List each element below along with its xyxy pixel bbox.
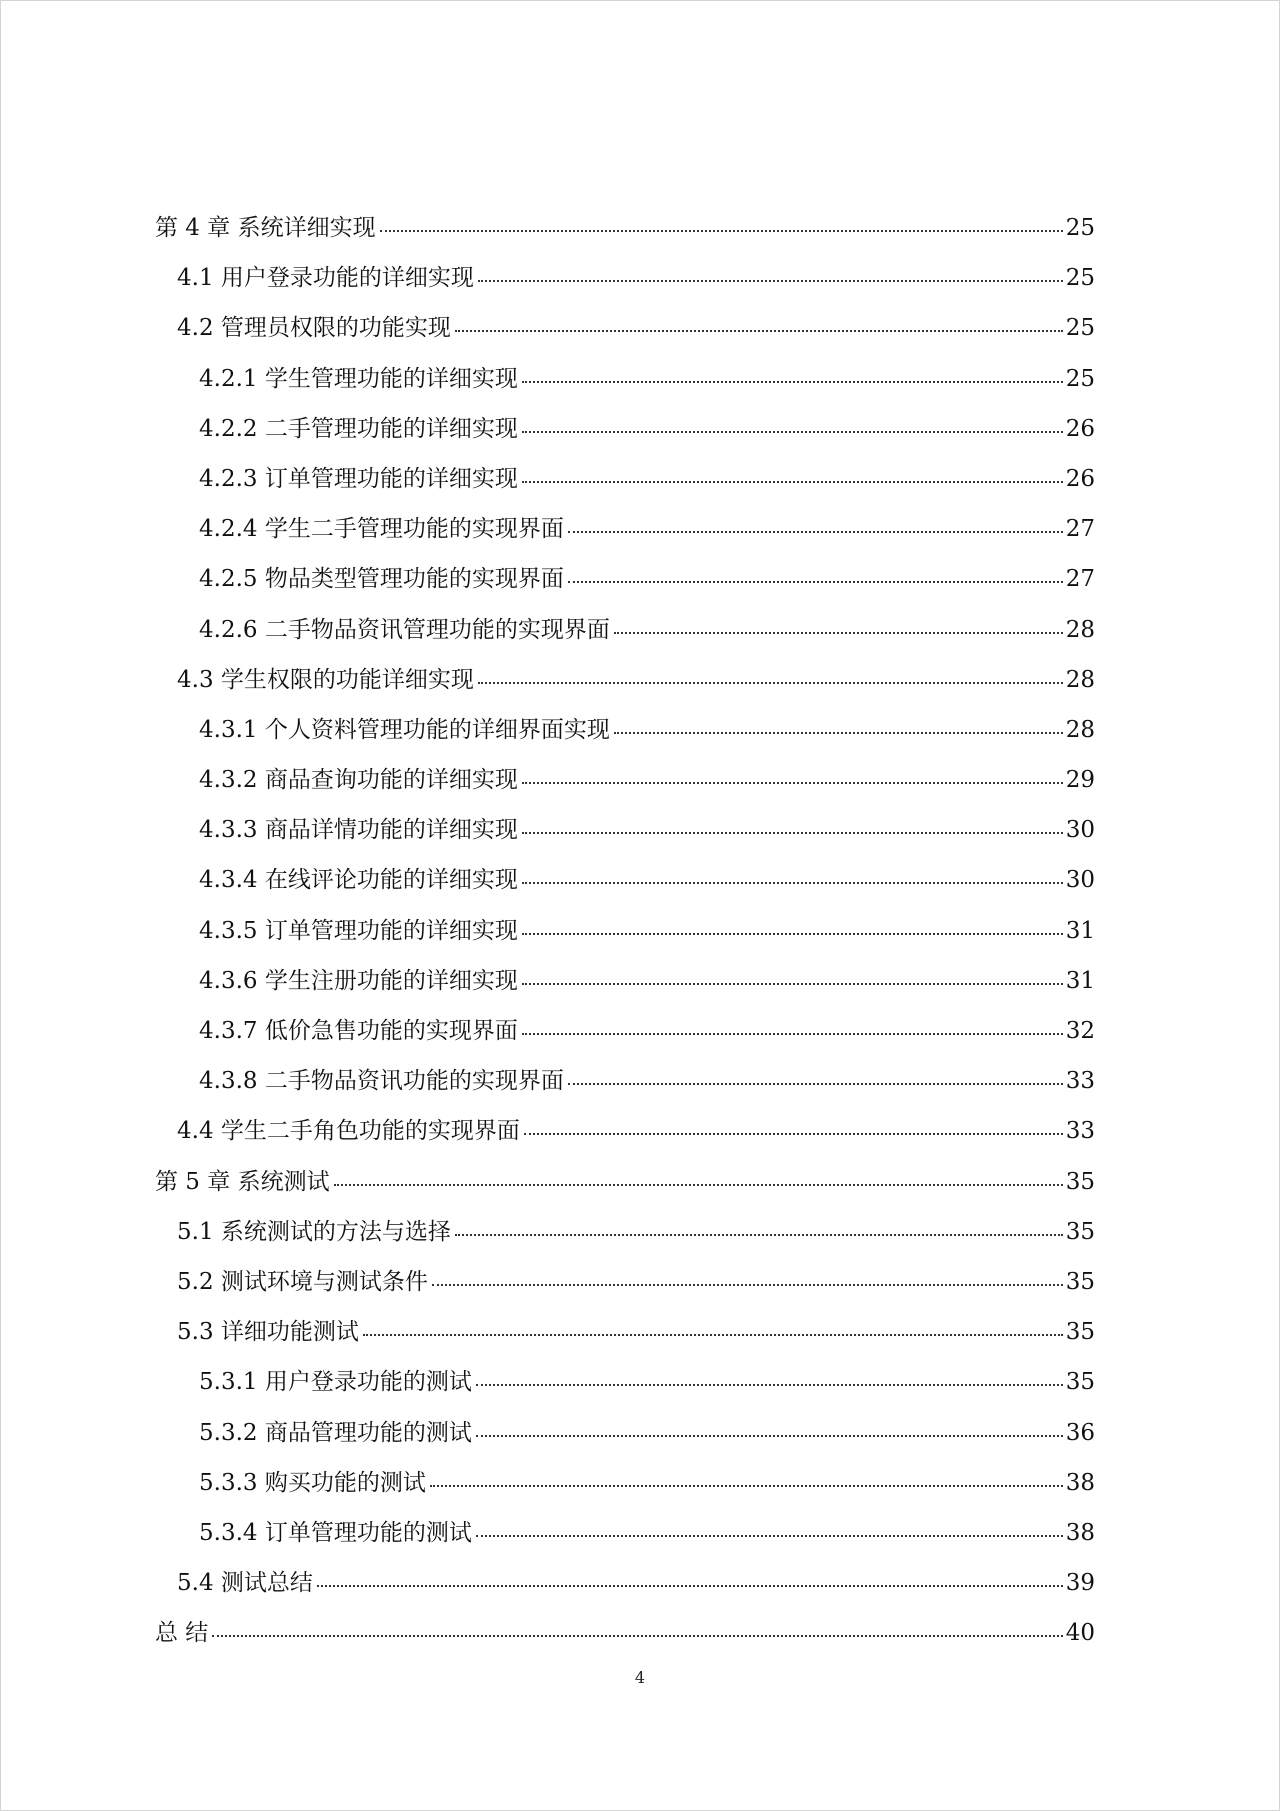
toc-entry[interactable] (155, 861, 1095, 911)
toc-entry-title: 4.3.2 商品查询功能的详细实现 (199, 767, 518, 794)
toc-entry-title: 4.2 管理员权限的功能实现 (177, 315, 451, 342)
toc-dot-leader (476, 1535, 1063, 1537)
toc-dot-leader (455, 330, 1063, 332)
toc-entry[interactable] (155, 711, 1095, 761)
toc-dot-leader (432, 1284, 1063, 1286)
toc-entry-title: 4.2.6 二手物品资讯管理功能的实现界面 (199, 616, 610, 643)
toc-entry-page: 30 (1065, 867, 1095, 894)
toc-dot-leader (476, 1435, 1063, 1437)
toc-entry[interactable] (155, 1363, 1095, 1413)
toc-dot-leader (522, 481, 1063, 483)
toc-entry-title: 5.3.1 用户登录功能的测试 (199, 1369, 472, 1396)
toc-entry-title: 4.2.2 二手管理功能的详细实现 (199, 415, 518, 442)
toc-entry-title: 4.3.7 低价急售功能的实现界面 (199, 1018, 518, 1044)
toc-dot-leader (614, 632, 1063, 634)
toc-entry-page: 35 (1065, 1268, 1095, 1295)
toc-entry[interactable] (155, 1514, 1095, 1564)
toc-entry-page: 40 (1065, 1620, 1095, 1647)
toc-entry-page: 28 (1065, 716, 1095, 743)
toc-entry-page: 35 (1065, 1319, 1095, 1346)
toc-entry-title: 总 结 (155, 1620, 209, 1647)
toc-dot-leader (522, 832, 1063, 834)
toc-entry-title: 4.3.1 个人资料管理功能的详细界面实现 (199, 716, 610, 743)
toc-entry-title: 4.2.5 物品类型管理功能的实现界面 (199, 566, 564, 593)
table-of-contents (155, 209, 1095, 1664)
toc-entry[interactable] (155, 811, 1095, 861)
toc-entry[interactable] (155, 912, 1095, 962)
toc-entry-page: 26 (1065, 415, 1095, 442)
toc-entry[interactable] (155, 1012, 1095, 1062)
toc-entry-page: 29 (1065, 767, 1095, 794)
toc-entry-title: 5.4 测试总结 (177, 1570, 313, 1597)
toc-dot-leader (568, 581, 1063, 583)
toc-entry[interactable] (155, 962, 1095, 1012)
toc-dot-leader (476, 1384, 1063, 1386)
toc-entry-page: 25 (1065, 315, 1095, 342)
toc-entry-title: 4.2.4 学生二手管理功能的实现界面 (199, 516, 564, 543)
toc-entry-page: 35 (1065, 1218, 1095, 1245)
toc-entry[interactable] (155, 1062, 1095, 1112)
toc-entry[interactable] (155, 410, 1095, 460)
toc-entry-page: 25 (1065, 215, 1095, 241)
toc-entry[interactable] (155, 1313, 1095, 1363)
toc-entry-page: 35 (1065, 1168, 1095, 1195)
toc-entry-title: 4.4 学生二手角色功能的实现界面 (177, 1118, 520, 1145)
toc-entry[interactable] (155, 611, 1095, 661)
toc-dot-leader (334, 1184, 1063, 1186)
toc-entry-page: 36 (1065, 1419, 1095, 1446)
toc-entry-title: 5.3.3 购买功能的测试 (199, 1469, 426, 1496)
toc-entry-page: 32 (1065, 1018, 1095, 1044)
toc-entry[interactable] (155, 761, 1095, 811)
page-number: 4 (634, 1668, 646, 1687)
toc-dot-leader (524, 1133, 1063, 1135)
toc-entry-page: 27 (1065, 516, 1095, 543)
toc-entry[interactable] (155, 1163, 1095, 1213)
toc-entry-page: 33 (1065, 1118, 1095, 1145)
toc-entry-page: 28 (1065, 616, 1095, 643)
toc-dot-leader (212, 1635, 1062, 1637)
toc-entry[interactable] (155, 1614, 1095, 1664)
toc-entry-title: 4.3 学生权限的功能详细实现 (177, 666, 474, 693)
toc-dot-leader (568, 531, 1063, 533)
toc-dot-leader (317, 1585, 1063, 1587)
toc-entry-page: 31 (1065, 967, 1095, 994)
toc-entry-page: 27 (1065, 566, 1095, 593)
toc-entry-title: 5.2 测试环境与测试条件 (177, 1268, 428, 1295)
toc-entry[interactable] (155, 1213, 1095, 1263)
toc-dot-leader (522, 933, 1063, 935)
toc-entry[interactable] (155, 1263, 1095, 1313)
toc-dot-leader (478, 682, 1063, 684)
toc-entry[interactable] (155, 510, 1095, 560)
toc-entry-title: 5.1 系统测试的方法与选择 (177, 1218, 451, 1245)
toc-entry-page: 33 (1065, 1068, 1095, 1095)
toc-entry-title: 4.3.8 二手物品资讯功能的实现界面 (199, 1068, 564, 1095)
toc-entry[interactable] (155, 1564, 1095, 1614)
toc-entry-page: 30 (1065, 817, 1095, 844)
toc-dot-leader (568, 1083, 1063, 1085)
toc-entry-page: 39 (1065, 1570, 1095, 1597)
toc-entry[interactable] (155, 560, 1095, 610)
toc-entry-title: 5.3.4 订单管理功能的测试 (199, 1519, 472, 1546)
toc-dot-leader (614, 732, 1063, 734)
toc-entry[interactable] (155, 1464, 1095, 1514)
toc-entry-page: 38 (1065, 1469, 1095, 1496)
toc-dot-leader (522, 1033, 1063, 1035)
toc-entry[interactable] (155, 259, 1095, 309)
toc-dot-leader (522, 782, 1063, 784)
toc-entry[interactable] (155, 1112, 1095, 1162)
toc-entry-page: 38 (1065, 1519, 1095, 1546)
toc-entry-title: 4.2.3 订单管理功能的详细实现 (199, 465, 518, 492)
toc-dot-leader (522, 983, 1063, 985)
toc-entry-title: 4.2.1 学生管理功能的详细实现 (199, 365, 518, 392)
toc-entry-page: 25 (1065, 365, 1095, 392)
toc-entry-title: 5.3 详细功能测试 (177, 1319, 359, 1346)
toc-dot-leader (380, 230, 1063, 232)
toc-dot-leader (522, 431, 1063, 433)
toc-entry-title: 4.3.5 订单管理功能的详细实现 (199, 917, 518, 944)
toc-entry[interactable] (155, 661, 1095, 711)
toc-entry-page: 31 (1065, 917, 1095, 944)
toc-entry-page: 26 (1065, 465, 1095, 492)
toc-entry[interactable] (155, 460, 1095, 510)
toc-entry-page: 25 (1065, 265, 1095, 292)
toc-dot-leader (522, 882, 1063, 884)
toc-entry[interactable] (155, 1414, 1095, 1464)
toc-entry-title: 5.3.2 商品管理功能的测试 (199, 1419, 472, 1446)
toc-entry[interactable] (155, 209, 1095, 259)
toc-dot-leader (522, 381, 1063, 383)
toc-entry-title: 4.1 用户登录功能的详细实现 (177, 265, 474, 292)
toc-entry-title: 第 4 章 系统详细实现 (155, 215, 376, 241)
toc-dot-leader (455, 1234, 1063, 1236)
toc-dot-leader (430, 1485, 1063, 1487)
toc-dot-leader (363, 1334, 1063, 1336)
toc-entry-title: 4.3.6 学生注册功能的详细实现 (199, 967, 518, 994)
toc-entry-title: 4.3.4 在线评论功能的详细实现 (199, 867, 518, 894)
toc-entry-title: 第 5 章 系统测试 (155, 1168, 330, 1195)
toc-entry-title: 4.3.3 商品详情功能的详细实现 (199, 817, 518, 844)
toc-entry-page: 35 (1065, 1369, 1095, 1396)
toc-entry-page: 28 (1065, 666, 1095, 693)
toc-entry[interactable] (155, 360, 1095, 410)
toc-entry[interactable] (155, 309, 1095, 359)
toc-dot-leader (478, 280, 1063, 282)
